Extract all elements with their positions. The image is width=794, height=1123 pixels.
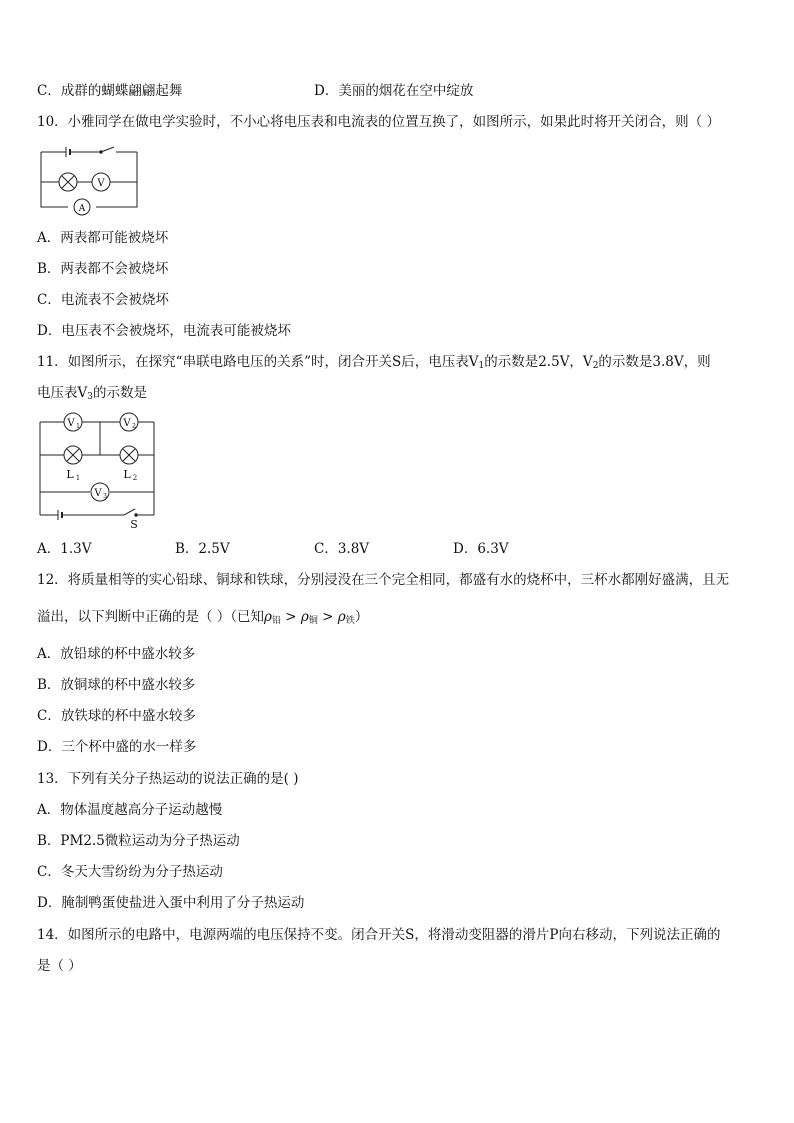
q11-voltmeter-v3 bbox=[91, 483, 109, 501]
q11-label-switch: S bbox=[130, 518, 138, 531]
svg-text:V: V bbox=[123, 418, 131, 429]
q11-option-b: B．2.5V bbox=[175, 541, 230, 557]
q11-stem: 11．如图所示，在探究“串联电路电压的关系”时，闭合开关S后，电压表$V_1$的示数是2.5V，$V_2$的示数是3.8V，则 bbox=[37, 354, 711, 371]
q11-option-d: D．6.3V bbox=[453, 541, 509, 557]
q13-option-c: C．冬天大雪纷纷为分子热运动 bbox=[37, 864, 223, 880]
svg-text:A: A bbox=[78, 204, 86, 214]
q10-option-c: C．电流表不会被烧坏 bbox=[37, 292, 169, 308]
q11-circuit-diagram bbox=[38, 410, 158, 530]
svg-text:V: V bbox=[67, 418, 75, 429]
q11-lamp-l2 bbox=[120, 446, 138, 464]
q13-option-d: D．腌制鸭蛋使盐进入蛋中利用了分子热运动 bbox=[37, 895, 305, 911]
q9-option-c: C．成群的蝴蝶翩翩起舞 bbox=[37, 83, 183, 99]
q11-stem-line2: 电压表$V_3$的示数是 bbox=[37, 385, 147, 402]
q10-option-d: D．电压表不会被烧坏，电流表可能被烧坏 bbox=[37, 323, 291, 339]
q14-stem-line2: 是（ ） bbox=[37, 958, 82, 974]
q10-stem: 10．小雅同学在做电学实验时，不小心将电压表和电流表的位置互换了，如图所示，如果此时将开关闭合，则（ ） bbox=[37, 114, 720, 130]
q10-circuit-diagram bbox=[38, 145, 142, 215]
q12-stem-line2: 溢出，以下判断中正确的是（ ）（已知$\rho_铅 > \rho_铜 > \rho_铁$） bbox=[37, 609, 369, 626]
svg-text:1: 1 bbox=[76, 423, 80, 430]
q11-voltmeter-v2 bbox=[120, 413, 138, 431]
svg-text:L: L bbox=[123, 468, 131, 481]
q12-stem-line1: 12．将质量相等的实心铅球、铜球和铁球，分别浸没在三个完全相同，都盛有水的烧杯中，三杯水都刚好盛满，且无 bbox=[37, 572, 730, 588]
q11-option-c: C．3.8V bbox=[314, 541, 370, 557]
svg-text:2: 2 bbox=[132, 423, 136, 430]
q11-lamp-l1 bbox=[64, 446, 82, 464]
q11-label-l1 bbox=[66, 468, 80, 482]
q12-option-d: D．三个杯中盛的水一样多 bbox=[37, 739, 197, 755]
svg-text:1: 1 bbox=[75, 474, 81, 482]
q13-stem: 13．下列有关分子热运动的说法正确的是( ) bbox=[37, 771, 299, 787]
q12-option-a: A．放铅球的杯中盛水较多 bbox=[37, 646, 196, 662]
svg-text:V: V bbox=[94, 488, 102, 499]
q10-option-a: A．两表都可能被烧坏 bbox=[37, 230, 169, 246]
q10-option-b: B．两表都不会被烧坏 bbox=[37, 261, 169, 277]
q10-voltmeter bbox=[92, 173, 110, 191]
q9-option-d: D．美丽的烟花在空中绽放 bbox=[314, 83, 474, 99]
svg-text:L: L bbox=[66, 468, 74, 481]
svg-text:2: 2 bbox=[132, 474, 138, 482]
q12-option-c: C．放铁球的杯中盛水较多 bbox=[37, 708, 196, 724]
q11-option-a: A．1.3V bbox=[37, 541, 92, 557]
q13-option-a: A．物体温度越高分子运动越慢 bbox=[37, 802, 223, 818]
q10-ammeter bbox=[74, 199, 90, 215]
svg-text:V: V bbox=[97, 178, 105, 189]
svg-text:3: 3 bbox=[103, 493, 107, 500]
q12-option-b: B．放铜球的杯中盛水较多 bbox=[37, 677, 196, 693]
q10-lamp bbox=[59, 173, 77, 191]
q14-stem-line1: 14．如图所示的电路中，电源两端的电压保持不变。闭合开关S，将滑动变阻器的滑片P向右移动，下列说法正确的 bbox=[37, 927, 721, 943]
q11-label-l2 bbox=[123, 468, 137, 482]
q13-option-b: B．PM2.5微粒运动为分子热运动 bbox=[37, 833, 240, 849]
q11-voltmeter-v1 bbox=[64, 413, 82, 431]
